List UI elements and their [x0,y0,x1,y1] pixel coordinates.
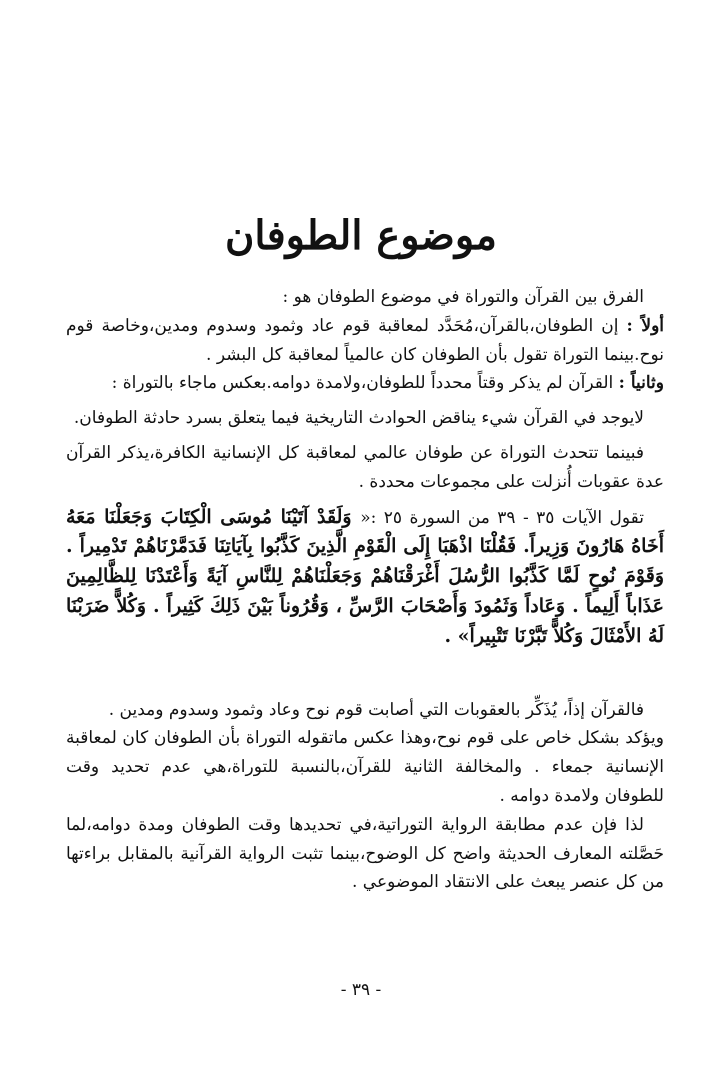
page-number: - ٣٩ - [340,980,382,1000]
second-point-lead: وثانياً : [618,373,664,394]
summary-paragraph: فالقرآن إذاً، يُذَكِّر بالعقوبات التي أصابت قوم نوح وعاد وثمود وسدوم ومدين . [108,699,644,720]
first-point-paragraph [66,312,664,370]
contrast-paragraph: ويؤكد بشكل خاص على قوم نوح،وهذا عكس ماتقوله التوراة بأن الطوفان كان لمعاقبة الإنسانية جمعاء . والمخالفة الثانية للقرآن،بالنسبة للتوراة،هي عدم تحديد وقت للطوفان ولامدة دوامه . [66,728,664,806]
second-point-text: القرآن لم يذكر وقتاً محدداً للطوفان،ولامدة دوامه.بعكس ماجاء بالتوراة : [111,373,619,394]
second-point-paragraph [66,369,664,398]
punishments-paragraph: فبينما تتحدث التوراة عن طوفان عالمي لمعاقبة كل الإنسانية الكافرة،يذكر القرآن عدة عقوبات أُنزلت على مجموعات محددة . [66,442,664,492]
first-point-text: إن الطوفان،بالقرآن،مُحَدَّد لمعاقبة قوم عاد وثمود وسدوم ومدين،وخاصة قوم نوح.بينما التوراة تقول بأن الطوفان كان عالمياً لمعاقبة كل البشر . [66,315,664,365]
quran-quote: وَلَقَدْ آتَيْنَا مُوسَى الْكِتَابَ وَجَعَلْنَا مَعَهُ أَخَاهُ هَارُونَ وَزِيراً. فَقُلْنَا اذْهَبَا إِلَى الْقَوْمِ الَّذِينَ كَذَّبُوا بِآيَاتِنَا فَدَمَّرْنَاهُمْ تَدْمِيراً . وَقَوْمَ نُوحٍ لَمَّا كَذَّبُوا الرُّسُلَ أَغْرَقْنَاهُمْ وَجَعَلْنَاهُمْ لِلنَّاسِ آيَةً وَأَعْتَدْنَا لِلظَّالِمِينَ عَذَاباً أَلِيماً . وَعَاداً وَثَمُودَ وَأَصْحَابَ الرَّسِّ ، وَقُرُوناً بَيْنَ ذَلِكَ كَثِيراً . وَكُلاًّ ضَرَبْنَا لَهُ الأَمْثَالَ وَكُلاًّ تَبَّرْنَا تَتْبِيراً» . [66,505,664,647]
conclusion-paragraph: لذا فإن عدم مطابقة الرواية التوراتية،في تحديدها وقت الطوفان ومدة دوامه،لما حَصَّلته المعارف الحديثة واضح كل الوضوح،بينما تثبت الرواية القرآنية بالمقابل براءتها من كل عنصر يبعث على الانتقاد الموضوعي . [66,814,664,893]
verses-paragraph [66,503,664,652]
first-point-lead: أولاً : [626,315,665,336]
verses-intro: تقول الآيات ٣٥ - ٣٩ من السورة ٢٥ :« [360,507,644,528]
intro-paragraph: الفرق بين القرآن والتوراة في موضوع الطوفان هو : [282,287,644,307]
page-title: موضوع الطوفان [225,212,497,259]
history-paragraph: لايوجد في القرآن شيء يناقض الحوادث التاريخية فيما يتعلق بسرد حادثة الطوفان. [73,408,644,429]
page-body [66,283,664,897]
